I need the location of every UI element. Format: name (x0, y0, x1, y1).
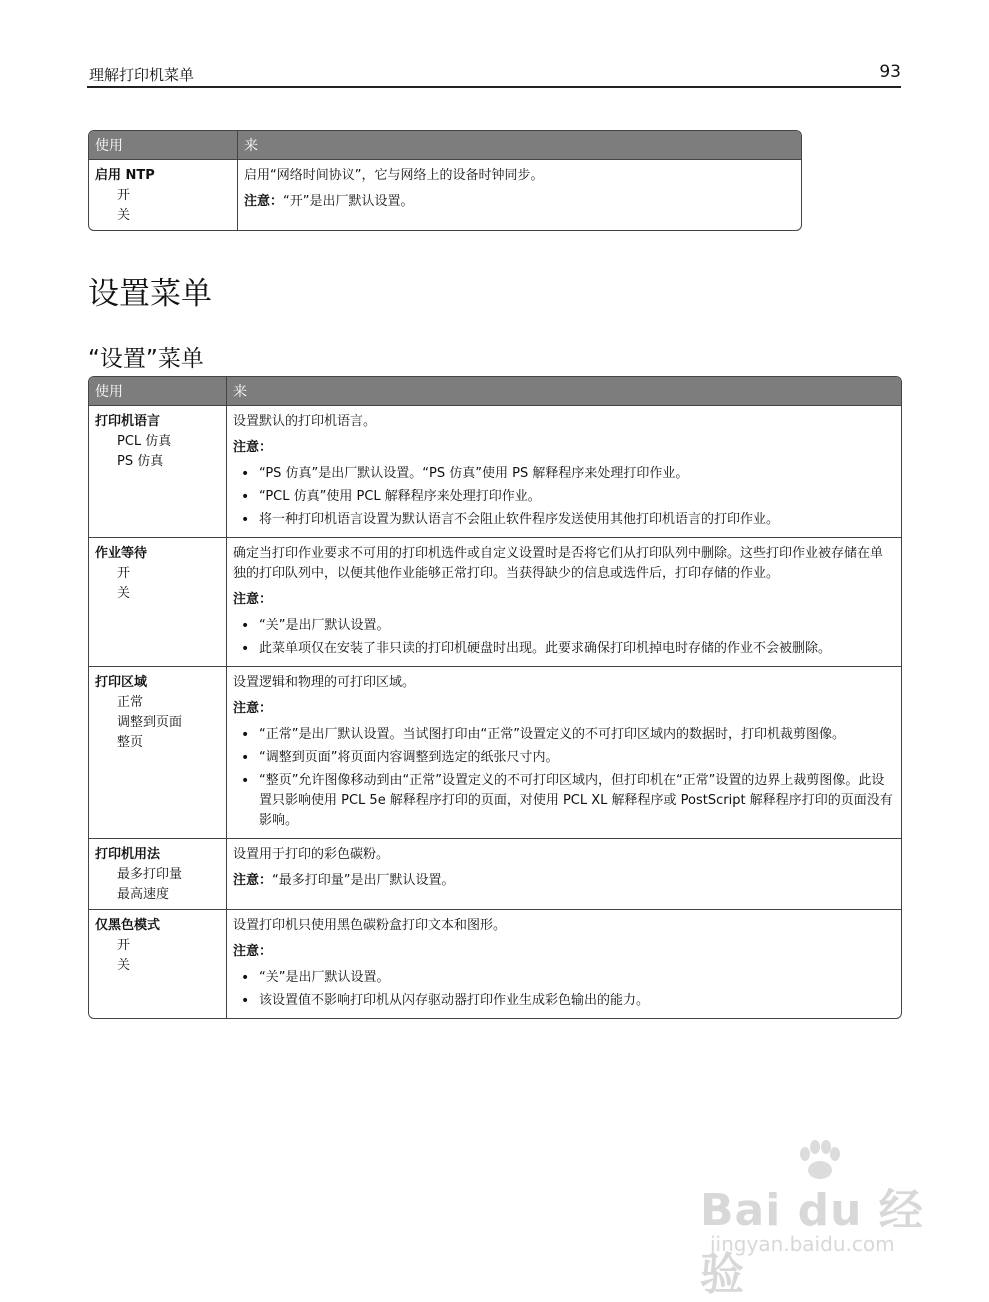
list-item: • “正常”是出厂默认设置。当试图打印由“正常”设置定义的不可打印区域内的数据时，打印机裁剪图像。 (233, 725, 895, 745)
description-cell (226, 667, 901, 839)
menu-item-cell (89, 839, 226, 910)
list-item: • 此菜单项仅在安装了非只读的打印机硬盘时出现。此要求确保打印机掉电时存储的作业不会被删除。 (233, 639, 895, 659)
ntp-table (88, 130, 802, 231)
list-item: • “关”是出厂默认设置。 (233, 968, 895, 988)
subsection-title: “设置”菜单 (88, 346, 204, 372)
menu-item-value: 开 (117, 188, 131, 203)
menu-item-value: 关 (117, 586, 131, 601)
setup-menu-table (88, 376, 902, 1019)
note-label: 注意： (233, 944, 273, 959)
note-label: 注意： (233, 440, 273, 455)
column-header-purpose: 来 (237, 131, 801, 160)
menu-item-value: 开 (117, 938, 131, 953)
menu-item-name: 仅黑色模式 (95, 918, 161, 933)
description-text: 设置打印机只使用黑色碳粉盒打印文本和图形。 (233, 918, 507, 933)
menu-item-value: 最高速度 (117, 887, 170, 902)
note-list (233, 725, 895, 831)
description-text: 设置默认的打印机语言。 (233, 414, 377, 429)
note-list (233, 616, 895, 659)
note-label: 注意： (244, 194, 284, 209)
menu-item-name: 启用 NTP (95, 168, 155, 183)
description-text: 设置逻辑和物理的可打印区域。 (233, 675, 416, 690)
watermark-brand: Bai du 经验 (700, 1185, 924, 1300)
description-cell (226, 910, 901, 1018)
watermark-url: jingyan.baidu.com (710, 1232, 895, 1256)
description-cell (226, 538, 901, 667)
list-item: • “关”是出厂默认设置。 (233, 616, 895, 636)
list-item: • 将一种打印机语言设置为默认语言不会阻止软件程序发送使用其他打印机语言的打印作业。 (233, 510, 895, 530)
menu-item-cell (89, 538, 226, 667)
note-line (233, 871, 895, 891)
table-row (89, 160, 801, 230)
description-cell (237, 160, 801, 230)
menu-item-value: 调整到页面 (117, 715, 183, 730)
list-item: • “整页”允许图像移动到由“正常”设置定义的不可打印区域内，但打印机在“正常”设置的边界上裁剪图像。此设置只影响使用 PCL 5e 解释程序打印的页面，对使用 PCL XL 解释程序或 PostScript 解释程序打印的页面没有影响。 (233, 771, 895, 831)
running-header-title: 理解打印机菜单 (89, 66, 195, 84)
note-text: “开”是出厂默认设置。 (283, 194, 414, 209)
section-title: 设置菜单 (88, 276, 212, 312)
page-number: 93 (879, 62, 901, 82)
note-text: “最多打印量”是出厂默认设置。 (272, 873, 455, 888)
menu-item-value: 整页 (117, 735, 144, 750)
description-text: 设置用于打印的彩色碳粉。 (233, 847, 390, 862)
baidu-jingyan-watermark (700, 1140, 940, 1300)
menu-item-value: 最多打印量 (117, 867, 183, 882)
description-text: 启用“网络时间协议”，它与网络上的设备时钟同步。 (244, 168, 544, 183)
menu-item-cell (89, 910, 226, 1018)
menu-item-cell (89, 160, 237, 230)
column-header-purpose: 来 (226, 377, 901, 406)
page-header (87, 62, 901, 88)
menu-item-cell (89, 406, 226, 538)
menu-item-cell (89, 667, 226, 839)
column-header-use: 使用 (89, 131, 237, 160)
table-row (89, 839, 901, 910)
menu-item-name: 打印区域 (95, 675, 148, 690)
table-row (89, 910, 901, 1018)
note-list (233, 464, 895, 530)
menu-item-name: 打印机语言 (95, 414, 161, 429)
description-text: 确定当打印作业要求不可用的打印机选件或自定义设置时是否将它们从打印队列中删除。这些打印作业被存储在单独的打印队列中，以便其他作业能够正常打印。当获得缺少的信息或选件后，打印存储的作业。 (233, 546, 884, 581)
list-item: • 该设置值不影响打印机从闪存驱动器打印作业生成彩色输出的能力。 (233, 991, 895, 1011)
list-item: • “调整到页面”将页面内容调整到选定的纸张尺寸内。 (233, 748, 895, 768)
note-label: 注意： (233, 592, 273, 607)
menu-item-value: 开 (117, 566, 131, 581)
menu-item-value: 正常 (117, 695, 144, 710)
column-header-use: 使用 (89, 377, 226, 406)
menu-item-value: 关 (117, 958, 131, 973)
note-label: 注意： (233, 701, 273, 716)
list-item: • “PS 仿真”是出厂默认设置。“PS 仿真”使用 PS 解释程序来处理打印作业。 (233, 464, 895, 484)
note-list (233, 968, 895, 1011)
menu-item-value: 关 (117, 208, 131, 223)
table-row (89, 667, 901, 839)
menu-item-value: PCL 仿真 (117, 434, 172, 449)
note-label: 注意： (233, 873, 273, 888)
description-cell (226, 406, 901, 538)
menu-item-value: PS 仿真 (117, 454, 164, 469)
list-item: • “PCL 仿真”使用 PCL 解释程序来处理打印作业。 (233, 487, 895, 507)
menu-item-name: 作业等待 (95, 546, 148, 561)
table-row (89, 406, 901, 538)
note-line (244, 192, 795, 212)
menu-item-name: 打印机用法 (95, 847, 161, 862)
description-cell (226, 839, 901, 910)
table-row (89, 538, 901, 667)
